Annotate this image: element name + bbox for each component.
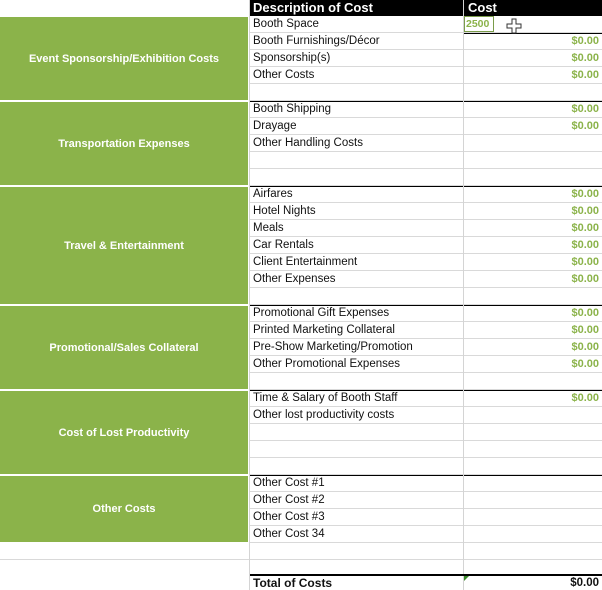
cost-description[interactable]: Sponsorship(s) xyxy=(253,52,331,64)
cost-value[interactable] xyxy=(465,458,599,475)
cost-value[interactable]: $0.00 xyxy=(571,341,599,353)
category-label: Event Sponsorship/Exhibition Costs xyxy=(0,17,248,100)
cost-value[interactable] xyxy=(465,509,599,526)
cost-value[interactable] xyxy=(465,407,599,424)
cost-description[interactable] xyxy=(253,169,461,186)
total-value[interactable]: $0.00 xyxy=(570,577,599,589)
cost-description[interactable] xyxy=(253,84,461,101)
cost-description[interactable]: Other Cost 34 xyxy=(253,528,325,540)
cost-description[interactable]: Other Promotional Expenses xyxy=(253,358,401,370)
cost-description[interactable]: Other Cost #3 xyxy=(253,511,325,523)
cost-description[interactable]: Other Expenses xyxy=(253,273,336,285)
category-label: Cost of Lost Productivity xyxy=(0,391,248,474)
cost-value[interactable] xyxy=(465,169,599,186)
cost-description[interactable] xyxy=(253,152,461,169)
cost-description[interactable]: Other lost productivity costs xyxy=(253,409,395,421)
header-description: Description of Cost xyxy=(253,0,373,15)
blank-row xyxy=(0,543,602,560)
cost-value[interactable]: $0.00 xyxy=(571,222,599,234)
cost-description[interactable] xyxy=(253,424,461,441)
cost-description[interactable]: Booth Furnishings/Décor xyxy=(253,35,380,47)
cost-value[interactable]: $0.00 xyxy=(571,273,599,285)
cost-description[interactable]: Booth Space xyxy=(253,18,319,30)
cost-description[interactable]: Hotel Nights xyxy=(253,205,316,217)
cost-description[interactable]: Other Costs xyxy=(253,69,315,81)
cell-cursor-icon xyxy=(506,18,522,34)
cost-description[interactable] xyxy=(253,288,461,305)
cost-value[interactable] xyxy=(465,288,599,305)
cost-value[interactable]: $0.00 xyxy=(571,307,599,319)
cost-value[interactable] xyxy=(465,441,599,458)
cost-description[interactable]: Other Handling Costs xyxy=(253,137,363,149)
cost-value[interactable] xyxy=(465,475,599,492)
cost-value[interactable] xyxy=(465,135,599,152)
cost-description[interactable]: Meals xyxy=(253,222,284,234)
cost-description[interactable]: Pre-Show Marketing/Promotion xyxy=(253,341,413,353)
cost-value[interactable] xyxy=(465,84,599,101)
cost-value[interactable]: $0.00 xyxy=(571,256,599,268)
header-cost: Cost xyxy=(468,0,497,15)
category-label: Promotional/Sales Collateral xyxy=(0,306,248,389)
active-cell-input[interactable]: 2500 xyxy=(464,16,494,32)
cost-description[interactable]: Booth Shipping xyxy=(253,103,332,115)
cost-description[interactable]: Other Cost #1 xyxy=(253,477,325,489)
cost-description[interactable] xyxy=(253,458,461,475)
cost-value[interactable]: $0.00 xyxy=(571,392,599,404)
cost-description[interactable]: Promotional Gift Expenses xyxy=(253,307,390,319)
category-label: Transportation Expenses xyxy=(0,102,248,185)
cost-value[interactable]: $0.00 xyxy=(571,103,599,115)
cost-description[interactable]: Car Rentals xyxy=(253,239,314,251)
cost-value[interactable]: $0.00 xyxy=(571,188,599,200)
cost-description[interactable]: Drayage xyxy=(253,120,297,132)
cost-value[interactable] xyxy=(465,424,599,441)
cost-value[interactable]: $0.00 xyxy=(571,35,599,47)
cost-value[interactable] xyxy=(465,373,599,390)
cost-value[interactable]: $0.00 xyxy=(571,324,599,336)
cost-value[interactable]: $0.00 xyxy=(571,120,599,132)
category-label: Travel & Entertainment xyxy=(0,187,248,304)
gridline-col-a xyxy=(249,0,250,590)
cost-value[interactable]: $0.00 xyxy=(571,358,599,370)
cost-value[interactable]: $0.00 xyxy=(571,52,599,64)
cost-value[interactable]: $0.00 xyxy=(571,239,599,251)
cost-description[interactable]: Client Entertainment xyxy=(253,256,358,268)
total-label: Total of Costs xyxy=(253,576,333,590)
column-header-row xyxy=(250,0,602,16)
cost-description[interactable] xyxy=(253,373,461,390)
cost-description[interactable] xyxy=(253,441,461,458)
cost-value[interactable] xyxy=(465,492,599,509)
gridline-col-b xyxy=(463,0,464,590)
cost-value[interactable] xyxy=(465,526,599,543)
cost-value[interactable] xyxy=(465,152,599,169)
cost-description[interactable]: Other Cost #2 xyxy=(253,494,325,506)
cost-value[interactable]: $0.00 xyxy=(571,205,599,217)
cost-description[interactable]: Printed Marketing Collateral xyxy=(253,324,395,336)
cost-description[interactable]: Time & Salary of Booth Staff xyxy=(253,392,398,404)
selection-border xyxy=(464,33,602,34)
cost-value[interactable]: $0.00 xyxy=(571,69,599,81)
category-label: Other Costs xyxy=(0,476,248,542)
cost-description[interactable]: Airfares xyxy=(253,188,293,200)
